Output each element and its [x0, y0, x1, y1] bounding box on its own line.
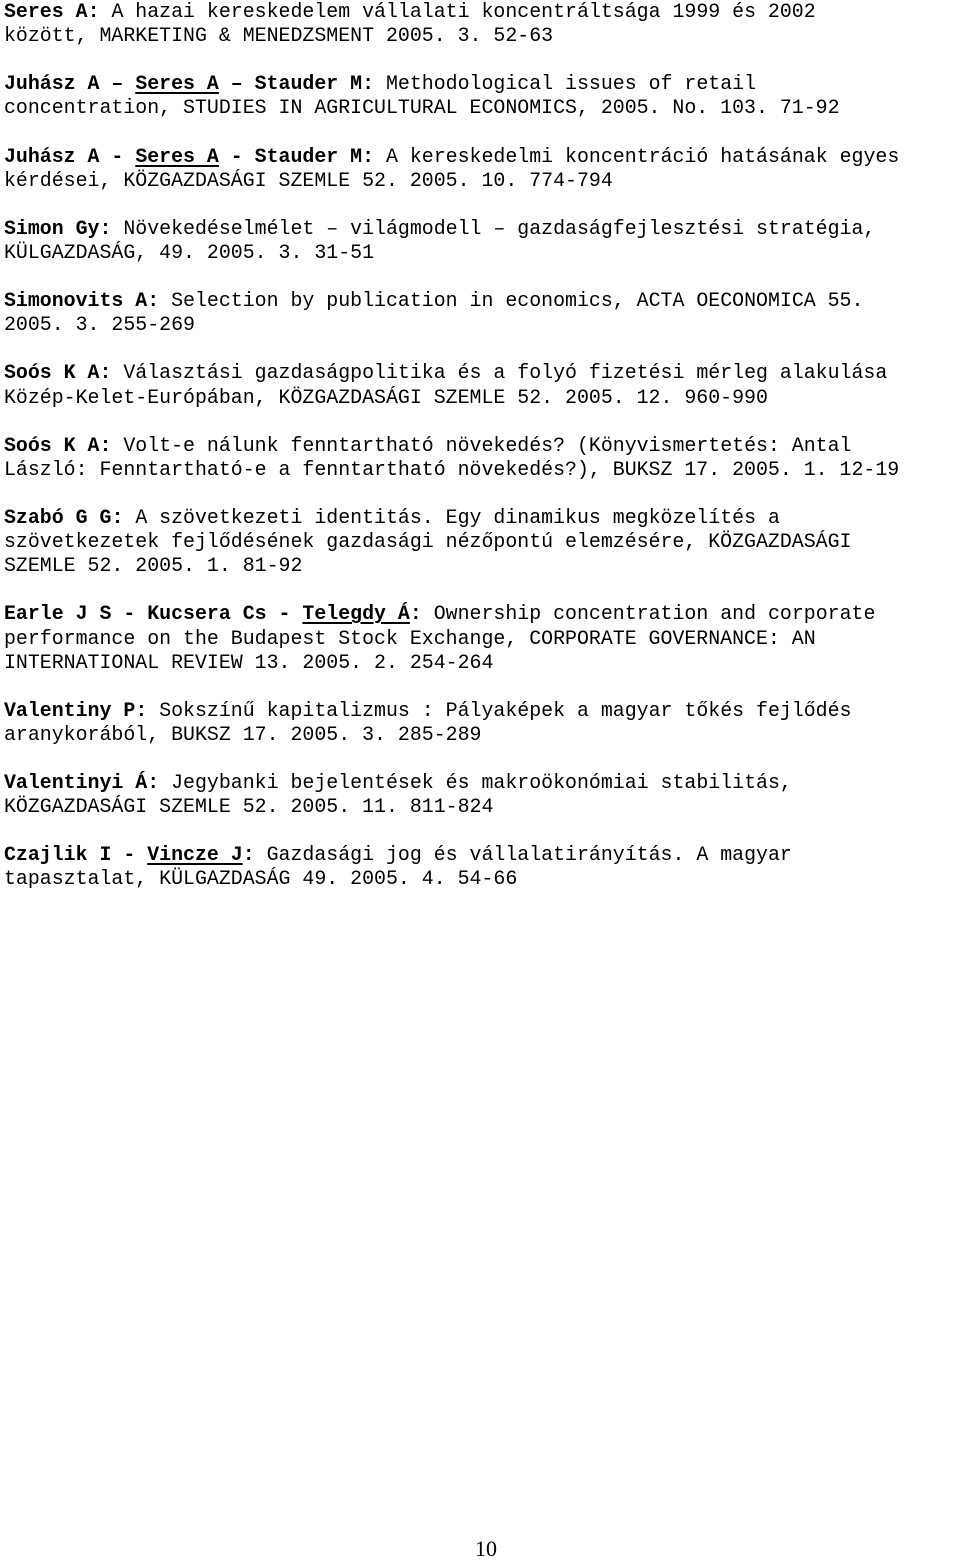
reference-line [4, 289, 960, 313]
citation-text: között, MARKETING & MENEDZSMENT 2005. 3. 52-63 [4, 24, 554, 48]
citation-text: INTERNATIONAL REVIEW 13. 2005. 2. 254-264 [4, 650, 494, 674]
author-text: : [111, 505, 136, 529]
citation-text: aranykorából, BUKSZ 17. 2005. 3. 285-289 [4, 722, 482, 746]
citation-text: Selection by publication in economics, ACTA OECONOMICA 55. [171, 289, 864, 313]
reference-list [4, 0, 960, 916]
reference-line [4, 602, 960, 626]
reference-entry [4, 289, 960, 337]
reference-entry [4, 506, 960, 579]
author-text: Seres A [4, 0, 88, 23]
author-text: Czajlik I - [4, 843, 148, 867]
citation-text: A hazai kereskedelem vállalati koncentráltsága 1999 és 2002 [111, 0, 816, 23]
citation-text: tapasztalat, KÜLGAZDASÁG 49. 2005. 4. 54-66 [4, 867, 518, 891]
reference-entry [4, 434, 960, 482]
reference-entry [4, 699, 960, 747]
reference-line [4, 386, 960, 410]
citation-text: concentration, STUDIES IN AGRICULTURAL ECONOMICS, 2005. No. 103. 71-92 [4, 96, 840, 120]
citation-text: Növekedéselmélet – világmodell – gazdaságfejlesztési stratégia, [123, 216, 876, 240]
reference-line [4, 217, 960, 241]
author-text: Soós K A [4, 433, 100, 457]
reference-entry [4, 361, 960, 409]
citation-text: KÜLGAZDASÁG, 49. 2005. 3. 31-51 [4, 240, 375, 264]
citation-text: performance on the Budapest Stock Exchange, CORPORATE GOVERNANCE: AN [4, 626, 816, 650]
reference-line [4, 145, 960, 169]
reference-line [4, 627, 960, 651]
author-text: : [99, 433, 124, 457]
author-text: Simonovits A [4, 289, 148, 313]
author-text: : [242, 843, 267, 867]
author-text: Simon Gy [4, 216, 100, 240]
citation-text: SZEMLE 52. 2005. 1. 81-92 [4, 554, 303, 578]
author-text: - Stauder M [218, 144, 363, 168]
author-text: : [147, 771, 172, 795]
reference-entry [4, 217, 960, 265]
underlined-author: Seres A [135, 72, 219, 96]
reference-line [4, 771, 960, 795]
reference-line [4, 24, 960, 48]
reference-line [4, 0, 960, 24]
author-text: – Stauder M [218, 72, 363, 96]
reference-line [4, 169, 960, 193]
reference-entry [4, 0, 960, 48]
citation-text: Választási gazdaságpolitika és a folyó fizetési mérleg alakulása [123, 361, 888, 385]
reference-line [4, 434, 960, 458]
reference-line [4, 72, 960, 96]
citation-text: Methodological issues of retail [386, 72, 757, 96]
author-text: Soós K A [4, 361, 100, 385]
reference-line [4, 241, 960, 265]
reference-entry [4, 72, 960, 120]
reference-line [4, 651, 960, 675]
citation-text: Sokszínű kapitalizmus : Pályaképek a magyar tőkés fejlődés [159, 698, 852, 722]
reference-line [4, 554, 960, 578]
author-text: : [147, 289, 172, 313]
reference-line [4, 867, 960, 891]
author-text: : [362, 144, 386, 168]
author-text: : [362, 72, 386, 96]
reference-line [4, 723, 960, 747]
page-number: 10 [475, 1536, 497, 1561]
author-text: Juhász A - [4, 144, 136, 168]
underlined-author: Seres A [135, 144, 219, 168]
author-text: : [99, 216, 124, 240]
citation-text: szövetkezetek fejlődésének gazdasági nézőpontú elemzésére, KÖZGAZDASÁGI [4, 530, 852, 554]
author-text: Valentinyi Á [4, 771, 148, 795]
author-text: Valentiny P [4, 698, 136, 722]
author-text: : [135, 698, 160, 722]
citation-text: 2005. 3. 255-269 [4, 313, 195, 337]
citation-text: László: Fenntartható-e a fenntartható növekedés?), BUKSZ 17. 2005. 1. 12-19 [4, 457, 900, 481]
reference-entry [4, 771, 960, 819]
citation-text: KÖZGAZDASÁGI SZEMLE 52. 2005. 11. 811-824 [4, 795, 494, 819]
citation-text: Gazdasági jog és vállalatirányítás. A magyar [266, 843, 792, 867]
reference-line [4, 458, 960, 482]
reference-entry [4, 602, 960, 675]
citation-text: A szövetkezeti identitás. Egy dinamikus megközelítés a [135, 505, 780, 529]
citation-text: Közép-Kelet-Európában, KÖZGAZDASÁGI SZEMLE 52. 2005. 12. 960-990 [4, 385, 768, 409]
underlined-author: Telegdy Á [302, 602, 410, 626]
reference-line [4, 699, 960, 723]
author-text: Szabó G G [4, 505, 112, 529]
reference-line [4, 361, 960, 385]
reference-line [4, 506, 960, 530]
reference-entry [4, 145, 960, 193]
author-text: Earle J S - Kucsera Cs - [4, 602, 303, 626]
citation-text: Jegybanki bejelentések és makroökonómiai stabilitás, [171, 771, 792, 795]
reference-line [4, 795, 960, 819]
citation-text: kérdései, KÖZGAZDASÁGI SZEMLE 52. 2005. 10. 774-794 [4, 168, 613, 192]
reference-line [4, 530, 960, 554]
reference-line [4, 313, 960, 337]
author-text: : [409, 602, 434, 626]
author-text: Juhász A – [4, 72, 136, 96]
author-text: : [87, 0, 112, 23]
citation-text: A kereskedelmi koncentráció hatásának egyes [386, 144, 900, 168]
underlined-author: Vincze J [147, 843, 243, 867]
author-text: : [99, 361, 124, 385]
reference-entry [4, 843, 960, 891]
citation-text: Volt-e nálunk fenntartható növekedés? (Könyvismertetés: Antal [123, 433, 852, 457]
reference-line [4, 96, 960, 120]
citation-text: Ownership concentration and corporate [433, 602, 876, 626]
reference-line [4, 843, 960, 867]
